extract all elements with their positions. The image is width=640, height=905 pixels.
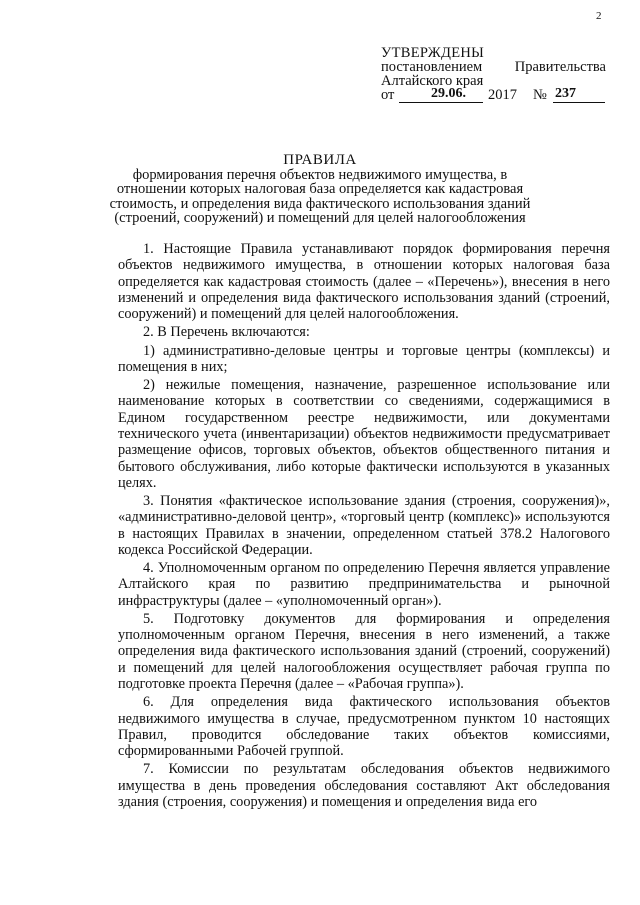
number-sign: № [533,87,547,103]
paragraph-6: 6. Для определения вида фактического использования объектов недвижимого имущества в случае, предусмотренном пунктом 10 настоящих Правил, проводится обследование таких объектов комиссиями, сформированными Рабочей группой. [118,694,610,760]
approval-line-1 [381,60,606,74]
year-value: 2017 [488,87,517,103]
document-title [100,153,540,226]
paragraph-5: 5. Подготовку документов для формирования и определения уполномоченным органом Перечня, внесения в него изменений, а также определения вида фактического использования зданий (строений, сооружений) и помещений для целей налогообложения осуществляет рабочая группа по подготовке проекта Перечня (далее – «Рабочая группа»). [118,610,610,693]
approval-heading: УТВЕРЖДЕНЫ [381,45,485,61]
document-body [118,241,610,812]
approval-date-row [381,88,606,104]
page-number: 2 [596,10,602,22]
approval-government-word: Правительства [514,59,606,75]
paragraph-4: 4. Уполномоченным органом по определению Перечня является управление Алтайского края по развитию предпринимательства и рыночной инфраструктуры (далее – «уполномоченный орган»). [118,560,610,609]
date-value: 29.06. [431,86,466,101]
paragraph-2-1: 1) административно-деловые центры и торговые центры (комплексы) и помещения в них; [118,342,610,375]
number-value: 237 [555,86,576,101]
approval-stamp [381,46,606,104]
title-subtitle: формирования перечня объектов недвижимого имущества, в отношении которых налоговая база определяется как кадастровая стоимость, и определения вида фактического использования зданий (строений, сооружений) и помещений для целей налогообложения [109,166,531,227]
paragraph-3: 3. Понятия «фактическое использование здания (строения, сооружения)», «административно-деловой центр», «торговый центр (комплекс)» используются в настоящих Правилах в значении, определенном статьей 378.2 Налогового кодекса Российской Федерации. [118,493,610,558]
paragraph-2: 2. В Перечень включаются: [143,324,310,341]
paragraph-1: 1. Настоящие Правила устанавливают порядок формирования перечня объектов недвижимого имущества, в отношении которых налоговая база определяется как кадастровая стоимость (далее – «Перечень»), внесения в него изменений и определения вида фактического использования зданий (строений, сооружений) и помещений для целей налогообложения. [118,241,610,323]
paragraph-7: 7. Комиссии по результатам обследования объектов недвижимого имущества в день проведения обследования составляют Акт обследования здания (строения, сооружения) и помещения и определения вида его [118,761,610,810]
paragraph-2-2: 2) нежилые помещения, назначение, разрешенное использование или наименование которых в соответствии со сведениями, содержащимися в Едином государственном реестре недвижимости, или документами технического учета (инвентаризации) объектов недвижимости предусматривает размещение офисов, торговых объектов, объектов общественного питания и бытового обслуживания, либо которые фактически используются в указанных целях. [118,377,610,491]
date-prefix: от [381,87,395,103]
title-heading: ПРАВИЛА [283,152,357,168]
approval-resolution-word: постановлением [381,59,483,75]
approval-region: Алтайского края [381,73,484,89]
